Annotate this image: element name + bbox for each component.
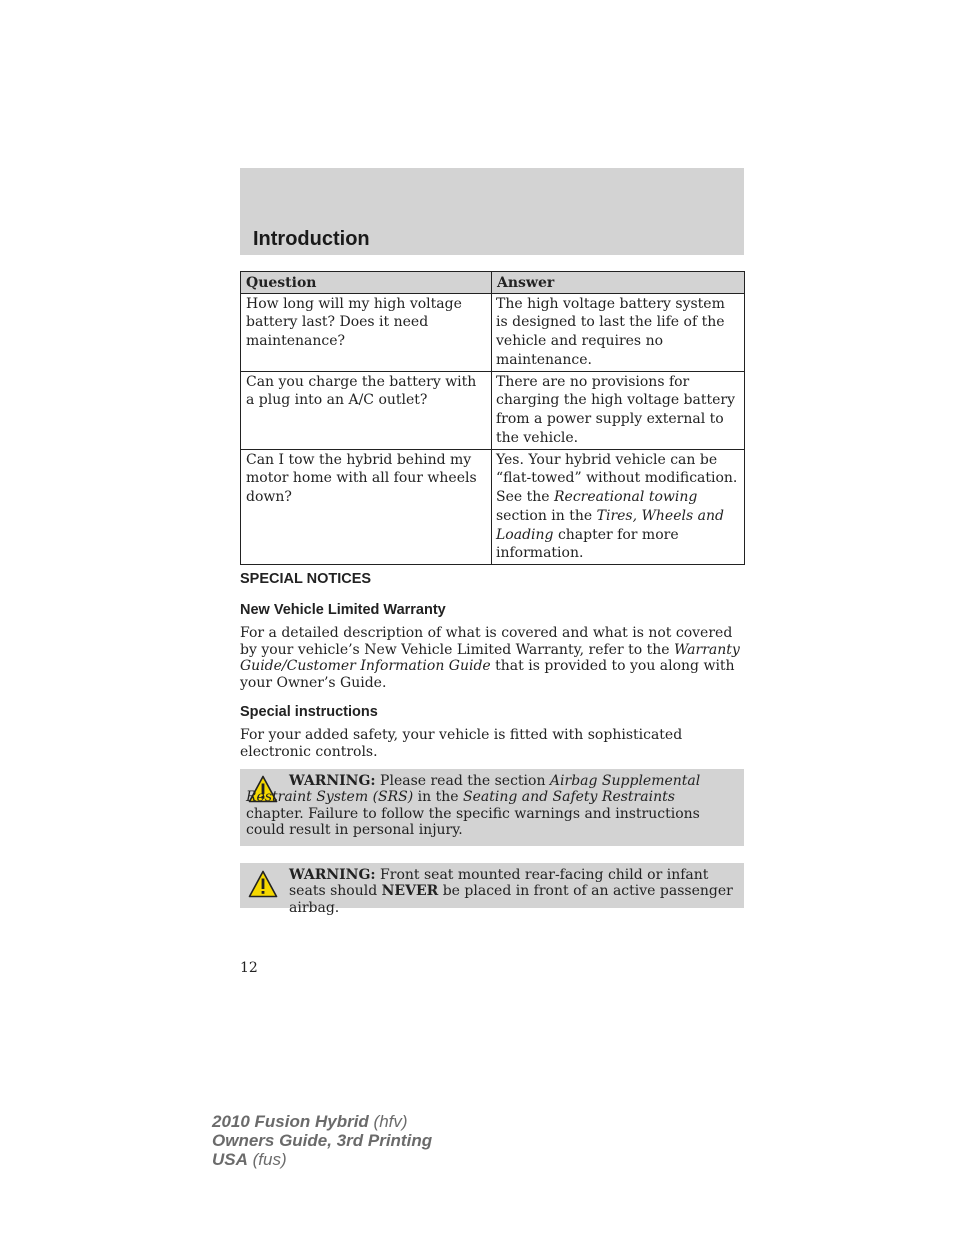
table-row <box>241 449 745 564</box>
answer-text: section in the <box>496 507 597 524</box>
warning-ref: Seating and Safety Restraints <box>463 789 675 806</box>
chapter-title: Introduction <box>253 228 370 250</box>
subsection-title-special-instructions: Special instructions <box>240 704 378 720</box>
warning-text <box>246 867 734 916</box>
footer-line <box>212 1131 432 1150</box>
subsection-title-warranty: New Vehicle Limited Warranty <box>240 602 446 618</box>
answer-cell: The high voltage battery system is designed to last the life of the vehicle and requires no maintenance. <box>492 293 745 371</box>
answer-italic-ref: Recreational towing <box>554 489 698 506</box>
warning-body: Please read the section <box>375 773 550 789</box>
qa-table <box>240 271 745 565</box>
footer-model: 2010 Fusion Hybrid <box>212 1112 369 1131</box>
question-cell: Can I tow the hybrid behind my motor home with all four wheels down? <box>241 449 492 564</box>
instructions-paragraph: For your added safety, your vehicle is fitted with sophisticated electronic controls. <box>240 727 683 760</box>
section-title-special-notices: SPECIAL NOTICES <box>240 571 372 587</box>
warning-ref: Airbag Supplemental Restraint System (SRS) <box>246 773 701 806</box>
answer-italic-ref: Tires, Wheels and Loading <box>496 507 724 543</box>
answer-text: Yes. Your hybrid vehicle can be “flat-towed” without modification. See the <box>496 451 738 506</box>
footer-code: (fus) <box>247 1150 287 1169</box>
warranty-text: For a detailed description of what is covered and what is not covered by your vehicle’s New Vehicle Limited Warranty, refer to the <box>240 625 733 658</box>
question-cell: Can you charge the battery with a plug into an A/C outlet? <box>241 371 492 449</box>
warning-emphasis: NEVER <box>381 883 439 900</box>
document-footer <box>212 1112 432 1169</box>
table-header-row <box>241 272 745 294</box>
chapter-header-band <box>240 168 744 255</box>
warning-body: in the <box>413 789 463 806</box>
question-cell: How long will my high voltage battery last? Does it need maintenance? <box>241 293 492 371</box>
warranty-guide-ref: Warranty Guide/Customer Information Guide <box>240 641 740 674</box>
warranty-text: that is provided to you along with your Owner’s Guide. <box>240 658 735 691</box>
footer-line <box>212 1150 432 1169</box>
warning-label: WARNING: <box>289 867 376 883</box>
warning-text <box>246 773 734 838</box>
table-row <box>241 371 745 449</box>
warning-label: WARNING: <box>289 773 376 789</box>
footer-line <box>212 1112 432 1131</box>
warning-box <box>240 769 744 846</box>
warning-body: be placed in front of an active passenger airbag. <box>289 883 733 916</box>
warning-body: Front seat mounted rear-facing child or infant seats should <box>289 867 709 900</box>
table-row <box>241 293 745 371</box>
footer-market: USA <box>212 1150 248 1169</box>
warranty-paragraph <box>240 625 744 691</box>
answer-cell: There are no provisions for charging the high voltage battery from a power supply external to the vehicle. <box>492 371 745 449</box>
column-header-question: Question <box>241 272 492 294</box>
page-number: 12 <box>240 960 258 976</box>
answer-text: chapter for more information. <box>496 526 679 562</box>
warning-box <box>240 863 744 916</box>
warning-body: chapter. Failure to follow the specific warnings and instructions could result in personal injury. <box>246 805 700 838</box>
footer-edition: Owners Guide, 3rd Printing <box>212 1131 433 1150</box>
answer-cell <box>492 449 745 564</box>
column-header-answer: Answer <box>492 272 745 294</box>
footer-code: (hfv) <box>368 1112 408 1131</box>
